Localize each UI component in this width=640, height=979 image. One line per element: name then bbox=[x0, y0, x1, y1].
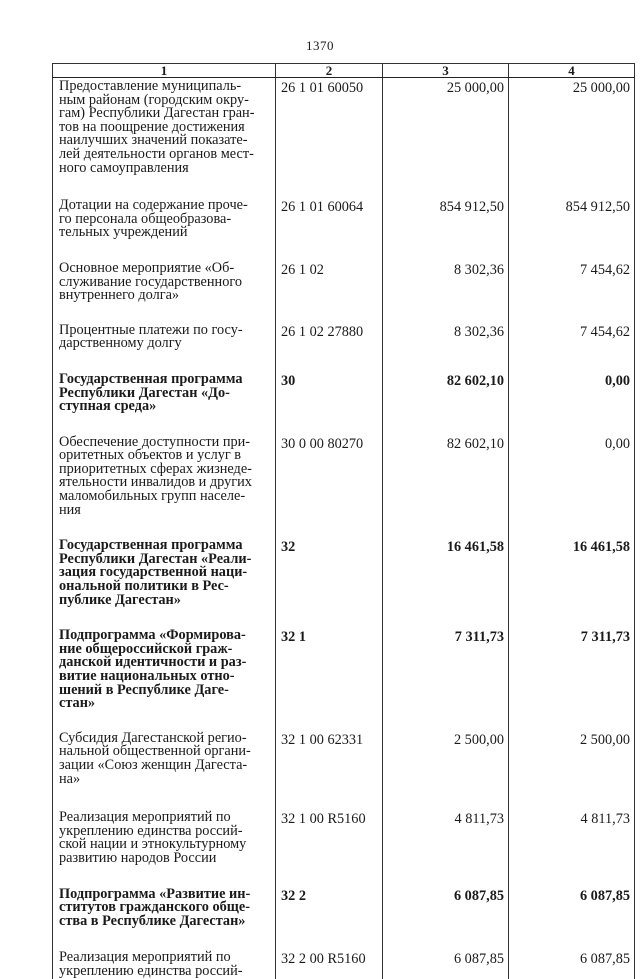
row-amount-col3: 854 912,50 bbox=[383, 199, 509, 262]
description-line: шений в Республике Даге- bbox=[59, 681, 229, 698]
description-line: Основное мероприятие «Об- bbox=[59, 259, 235, 276]
row-amount-col3: 6 087,85 bbox=[383, 888, 509, 952]
description-line: тов на поощрение достижения bbox=[59, 118, 245, 135]
row-amount-col4: 7 311,73 bbox=[509, 629, 635, 732]
row-amount-col4: 854 912,50 bbox=[509, 199, 635, 262]
description-line: стан» bbox=[59, 695, 96, 712]
row-amount-col3: 82 602,10 bbox=[383, 436, 509, 540]
row-amount-col3: 25 000,00 bbox=[383, 78, 509, 200]
row-amount-col3: 4 811,73 bbox=[383, 811, 509, 887]
column-header-2: 2 bbox=[276, 64, 383, 78]
description-line: Процентные платежи по госу- bbox=[59, 321, 243, 338]
description-line: ской нации и этнокультурному bbox=[59, 836, 247, 853]
table-row bbox=[53, 732, 635, 811]
description-line: развитию народов России bbox=[59, 849, 217, 866]
row-description bbox=[53, 259, 276, 324]
description-line: нальной общественной органи- bbox=[59, 743, 251, 760]
description-line: Предоставление муниципаль- bbox=[59, 78, 242, 94]
description-line: зация государственной наци- bbox=[59, 564, 248, 581]
table-row bbox=[53, 811, 635, 887]
description-line: ние общероссийской граж- bbox=[59, 640, 233, 657]
description-line: Государственная программа bbox=[59, 537, 243, 554]
table-header-row bbox=[53, 64, 635, 78]
row-amount-col4: 6 087,85 bbox=[509, 888, 635, 952]
table-body bbox=[53, 78, 635, 979]
table-row bbox=[53, 539, 635, 629]
description-line: ного самоуправления bbox=[59, 159, 189, 176]
row-code: 30 0 00 80270 bbox=[276, 436, 383, 540]
row-code: 32 1 00 R5160 bbox=[276, 811, 383, 887]
description-line: ным районам (городским окру- bbox=[59, 91, 249, 108]
row-code: 26 1 02 bbox=[276, 262, 383, 324]
table-row bbox=[53, 436, 635, 540]
row-description bbox=[53, 629, 276, 732]
description-line: Реализация мероприятий по bbox=[59, 949, 231, 966]
budget-table bbox=[52, 63, 635, 979]
row-amount-col3: 7 311,73 bbox=[383, 629, 509, 732]
row-description bbox=[53, 370, 276, 436]
page-number: 1370 bbox=[306, 38, 334, 53]
table-row bbox=[53, 373, 635, 436]
description-line: внутреннего долга» bbox=[59, 287, 180, 304]
description-line: ния bbox=[59, 501, 81, 518]
row-amount-col4: 7 454,62 bbox=[509, 262, 635, 324]
table-row bbox=[53, 199, 635, 262]
description-line: ональной политики в Рес- bbox=[59, 578, 229, 595]
description-line: ства в Республике Дагестан» bbox=[59, 912, 246, 929]
column-header-1: 1 bbox=[53, 64, 276, 78]
description-line: дарственному долгу bbox=[59, 335, 182, 352]
description-line: гам) Республики Дагестан гран- bbox=[59, 105, 255, 122]
row-description bbox=[53, 78, 276, 200]
row-amount-col3: 6 087,85 bbox=[383, 951, 509, 978]
description-line: Дотации на содержание проче- bbox=[59, 197, 248, 214]
row-description bbox=[53, 433, 276, 540]
row-code: 32 bbox=[276, 539, 383, 629]
description-line: публике Дагестан» bbox=[59, 591, 181, 608]
row-amount-col4: 16 461,58 bbox=[509, 539, 635, 629]
description-line: зации «Союз женщин Дагеста- bbox=[59, 756, 248, 773]
row-amount-col3: 82 602,10 bbox=[383, 373, 509, 436]
description-line: Подпрограмма «Развитие ин- bbox=[59, 885, 251, 902]
description-line: лей деятельности органов мест- bbox=[59, 145, 254, 162]
row-amount-col3: 16 461,58 bbox=[383, 539, 509, 629]
column-header-3: 3 bbox=[383, 64, 509, 78]
description-line: Государственная программа bbox=[59, 370, 243, 387]
description-line: наилучших значений показате- bbox=[59, 132, 248, 149]
description-line: Подпрограмма «Формирова- bbox=[59, 627, 246, 644]
table-row bbox=[53, 951, 635, 978]
description-line: тельных учреждений bbox=[59, 224, 188, 241]
row-description bbox=[53, 885, 276, 952]
description-line: ститутов гражданского обще- bbox=[59, 899, 250, 916]
row-amount-col3: 8 302,36 bbox=[383, 324, 509, 373]
row-code: 32 2 00 R5160 bbox=[276, 951, 383, 978]
row-code: 30 bbox=[276, 373, 383, 436]
row-description bbox=[53, 199, 276, 262]
description-line: на» bbox=[59, 770, 81, 787]
row-description bbox=[53, 811, 276, 887]
description-line: приоритетных сферах жизнеде- bbox=[59, 460, 252, 477]
description-line: укреплению единства россий- bbox=[59, 822, 243, 839]
description-line: маломобильных групп населе- bbox=[59, 488, 246, 505]
table-row bbox=[53, 262, 635, 324]
row-code: 32 2 bbox=[276, 888, 383, 952]
row-amount-col4: 25 000,00 bbox=[509, 78, 635, 200]
row-code: 26 1 01 60064 bbox=[276, 199, 383, 262]
table-row bbox=[53, 324, 635, 373]
description-line: Обеспечение доступности при- bbox=[59, 433, 251, 450]
description-line: служивание государственного bbox=[59, 273, 242, 290]
description-line: Республики Дагестан «Реали- bbox=[59, 550, 252, 567]
description-line: оритетных объектов и услуг в bbox=[59, 447, 242, 464]
description-line: укреплению единства россий- bbox=[59, 962, 243, 979]
row-description bbox=[53, 951, 276, 978]
description-line: данской идентичности и раз- bbox=[59, 654, 247, 671]
row-amount-col4: 7 454,62 bbox=[509, 324, 635, 373]
row-amount-col3: 8 302,36 bbox=[383, 262, 509, 324]
description-line: ятельности инвалидов и других bbox=[59, 474, 252, 491]
description-line: Субсидия Дагестанской регио- bbox=[59, 729, 247, 746]
row-description bbox=[53, 539, 276, 629]
row-amount-col4: 6 087,85 bbox=[509, 951, 635, 978]
description-line: витие национальных отно- bbox=[59, 668, 235, 684]
description-line: Реализация мероприятий по bbox=[59, 809, 231, 826]
column-header-4: 4 bbox=[509, 64, 635, 78]
row-code: 26 1 02 27880 bbox=[276, 324, 383, 373]
row-amount-col4: 0,00 bbox=[509, 373, 635, 436]
row-amount-col3: 2 500,00 bbox=[383, 732, 509, 811]
row-amount-col4: 4 811,73 bbox=[509, 811, 635, 887]
table-row bbox=[53, 629, 635, 732]
table-row bbox=[53, 78, 635, 200]
row-code: 32 1 00 62331 bbox=[276, 732, 383, 811]
row-amount-col4: 0,00 bbox=[509, 436, 635, 540]
row-description bbox=[53, 321, 276, 373]
table-row bbox=[53, 888, 635, 952]
row-code: 26 1 01 60050 bbox=[276, 78, 383, 200]
description-line: Республики Дагестан «До- bbox=[59, 384, 230, 401]
description-line: ступная среда» bbox=[59, 398, 157, 415]
description-line: го персонала общеобразова- bbox=[59, 210, 232, 227]
row-description bbox=[53, 729, 276, 811]
row-code: 32 1 bbox=[276, 629, 383, 732]
row-amount-col4: 2 500,00 bbox=[509, 732, 635, 811]
